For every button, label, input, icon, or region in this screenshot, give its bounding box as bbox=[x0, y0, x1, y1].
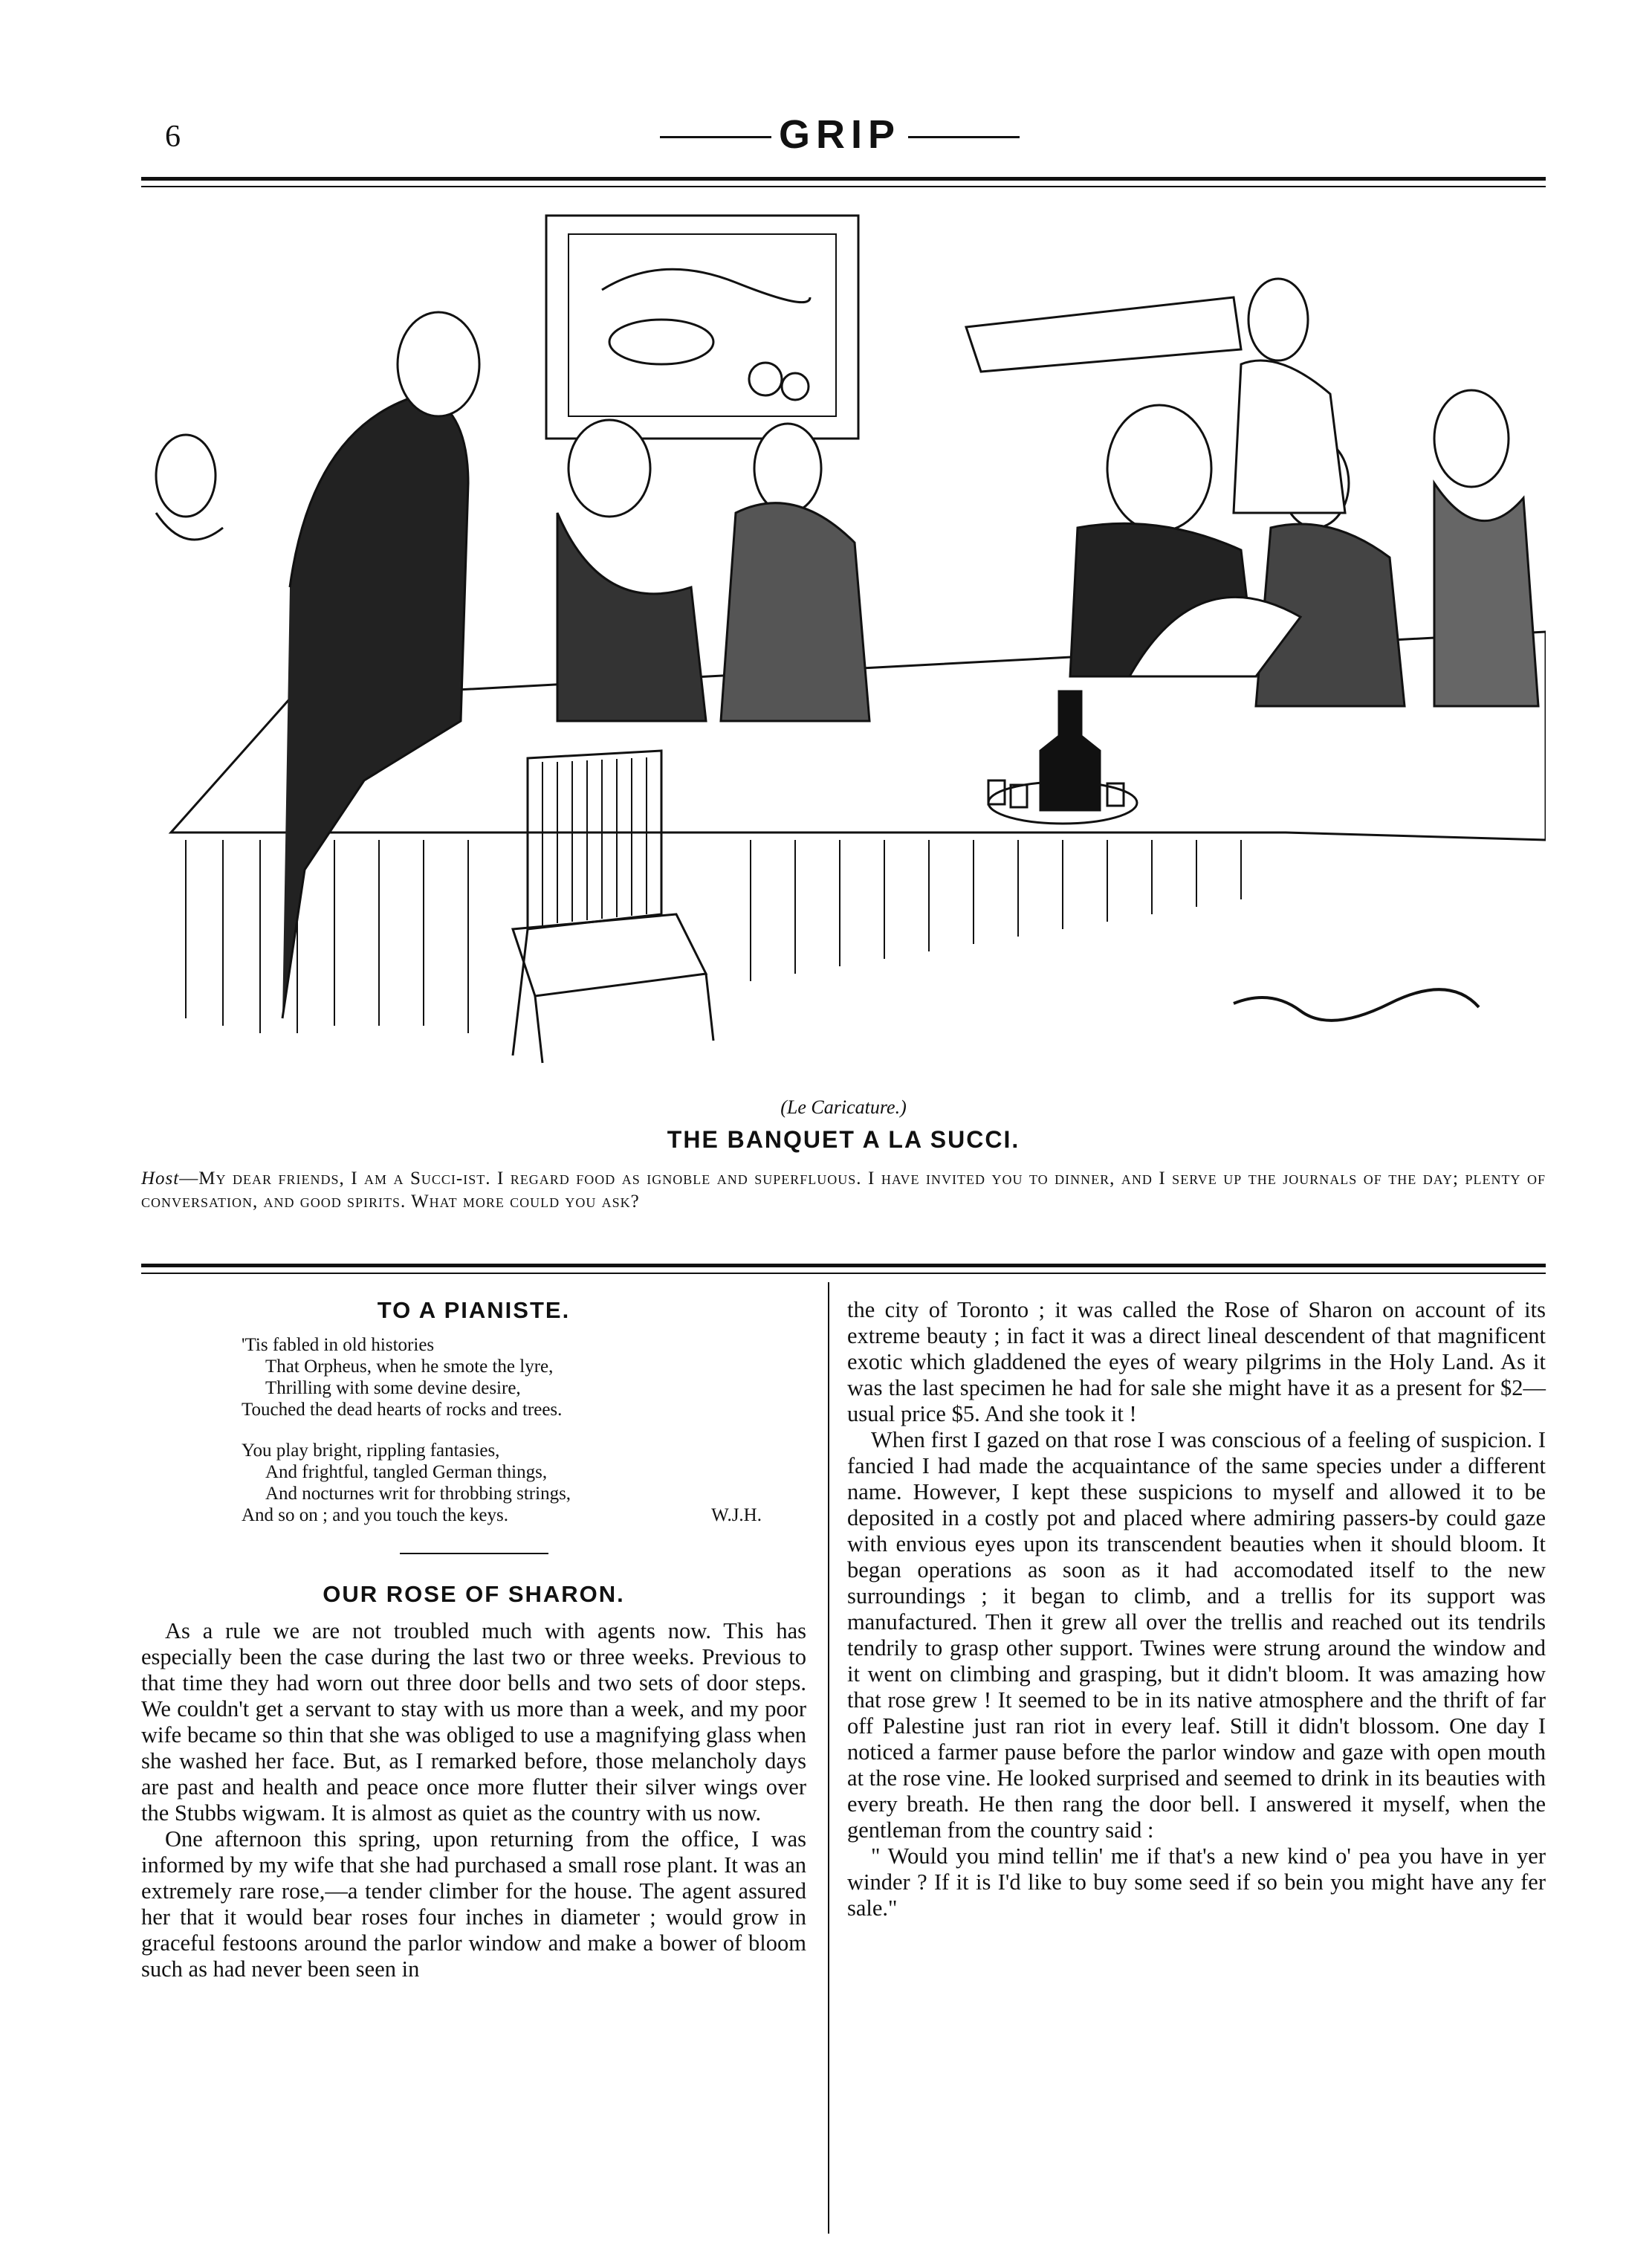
article-paragraph: As a rule we are not troubled much with agents now. This has especially been the case during the last two or three weeks. Previous to that time they had worn out three door bells and two sets of door steps. We couldn't get a servant to stay with us more than a week, and my poor wife became so thin that she was obliged to use a magnifying glass when she washed her face. But, as I remarked before, those melancholy days are past and health and peace once more flutter their silver wings over the Stubbs wigwam. It is almost as quiet as the country with us now. bbox=[141, 1618, 806, 1826]
maid-body bbox=[1234, 361, 1345, 513]
masthead-rule-left bbox=[660, 136, 771, 138]
poem-line: And nocturnes writ for throbbing strings, bbox=[265, 1484, 571, 1504]
poem-body bbox=[242, 1334, 806, 1526]
caption-title: THE BANQUET A LA SUCCI. bbox=[667, 1126, 1020, 1153]
poem-signature: W.J.H. bbox=[711, 1505, 762, 1525]
bearded-guest-head bbox=[1434, 390, 1509, 487]
poem-line: That Orpheus, when he smote the lyre, bbox=[265, 1357, 554, 1377]
section-rule-thick bbox=[141, 1264, 1546, 1267]
caption-text bbox=[141, 1167, 1546, 1213]
poem-final-line bbox=[242, 1504, 762, 1526]
page-number: 6 bbox=[165, 120, 181, 154]
poem-line: Thrilling with some devine desire, bbox=[265, 1378, 521, 1398]
newspaper-tray bbox=[966, 297, 1241, 372]
article-title: OUR ROSE OF SHARON. bbox=[323, 1581, 625, 1607]
caption-dialogue: —My dear friends, I am a Succi-ist. I regard food as ignoble and superfluous. I have invited you to dinner, and I serve up the journals of the day; plenty of conversation, and good spirits. What more could you ask? bbox=[141, 1168, 1546, 1212]
caption-credit: (Le Caricature.) bbox=[780, 1096, 907, 1118]
guest-left-head bbox=[156, 435, 216, 517]
painting-platter bbox=[609, 320, 713, 364]
masthead-rule-right bbox=[908, 136, 1020, 138]
article-paragraph: the city of Toronto ; it was called the Rose of Sharon on account of its extreme beauty ; in fact it was a direct lineal descendent of that magnificent exotic which gladdened the eyes of weary pilgrims in the Holy Land. As it was the last specimen he had for sale she might have it as a present for $2—usual price $5. And she took it ! bbox=[847, 1297, 1546, 1426]
masthead bbox=[639, 111, 1040, 158]
stanza-gap bbox=[242, 1420, 806, 1440]
lady-guest-head bbox=[754, 424, 821, 513]
poem-line: And frightful, tangled German things, bbox=[265, 1462, 548, 1482]
masthead-title: GRIP bbox=[778, 112, 901, 157]
header-rule-thick bbox=[141, 177, 1546, 181]
poem-line: And so on ; and you touch the keys. bbox=[242, 1505, 508, 1525]
column-divider bbox=[828, 1282, 829, 2234]
tablecloth-folds bbox=[186, 840, 1241, 1033]
stout-guest-head bbox=[1107, 405, 1211, 531]
poem-line: Touched the dead hearts of rocks and trees. bbox=[242, 1400, 563, 1420]
lady-guest-body bbox=[721, 503, 869, 721]
article-paragraph: When first I gazed on that rose I was conscious of a feeling of suspicion. I fancied I had made the acquaintance of the same species under a different name. However, I kept these suspicions to myself and allowed it to be deposited in a costly pot and placed where admiring passers-by could gaze with envious eyes upon its transcendent beauties when it should bloom. It began operations as soon as it had accomodated itself to the new surroundings ; it began to climb, and a trellis for its support was manufactured. Then it grew all over the trellis and reached out its tendrils tendrily to grasp other support. Twines were strung around the window and it went on climbing and grasping, but it didn't bloom. It was amazing how that rose grew ! It seemed to be in its native atmosphere and the thrift of far off Palestine just ran riot in every leaf. Still it didn't blossom. One day I noticed a farmer pause before the parlor window and gaze with open mouth at the rose vine. He looked surprised and seemed to drink in its beauties with every breath. He then rang the door bell. I answered it myself, when the gentleman from the country said : bbox=[847, 1427, 1546, 1843]
poem-title: TO A PIANISTE. bbox=[377, 1297, 571, 1323]
host-head bbox=[398, 312, 479, 416]
section-separator bbox=[400, 1553, 548, 1554]
maid-head bbox=[1248, 279, 1308, 361]
header-rule-thin bbox=[141, 186, 1546, 187]
chair-seat bbox=[513, 914, 706, 996]
left-column bbox=[141, 1297, 806, 1982]
poem-line: 'Tis fabled in old histories bbox=[242, 1335, 435, 1355]
article-paragraph: One afternoon this spring, upon returning from the office, I was informed by my wife that she had purchased a small rose plant. It was an extremely rare rose,—a tender climber for the house. The agent assured her that it would bear roses four inches in diameter ; would grow in graceful festoons around the parlor window and make a bower of bloom such as had never been seen in bbox=[141, 1826, 806, 1982]
wall-painting-canvas bbox=[569, 234, 836, 416]
bald-guest-body bbox=[557, 513, 706, 721]
host-figure bbox=[282, 394, 468, 1018]
painting-fruit bbox=[749, 363, 782, 395]
banquet-illustration bbox=[141, 201, 1546, 1078]
right-column bbox=[847, 1297, 1546, 1921]
bearded-guest-body bbox=[1434, 483, 1538, 706]
painting-fish bbox=[602, 269, 810, 302]
article-paragraph: " Would you mind tellin' me if that's a new kind o' pea you have in yer winder ? If it is I'd like to buy some seed if so bein you might have any fer sale." bbox=[847, 1843, 1546, 1921]
artist-signature bbox=[1234, 989, 1479, 1021]
article-right-text bbox=[847, 1297, 1546, 1921]
caption-speaker: Host bbox=[141, 1168, 180, 1189]
poem-line: You play bright, rippling fantasies, bbox=[242, 1441, 500, 1461]
article-left-text bbox=[141, 1618, 806, 1982]
section-rule-thin bbox=[141, 1273, 1546, 1274]
bald-guest-head bbox=[569, 420, 650, 517]
banquet-drawing bbox=[141, 201, 1546, 1078]
